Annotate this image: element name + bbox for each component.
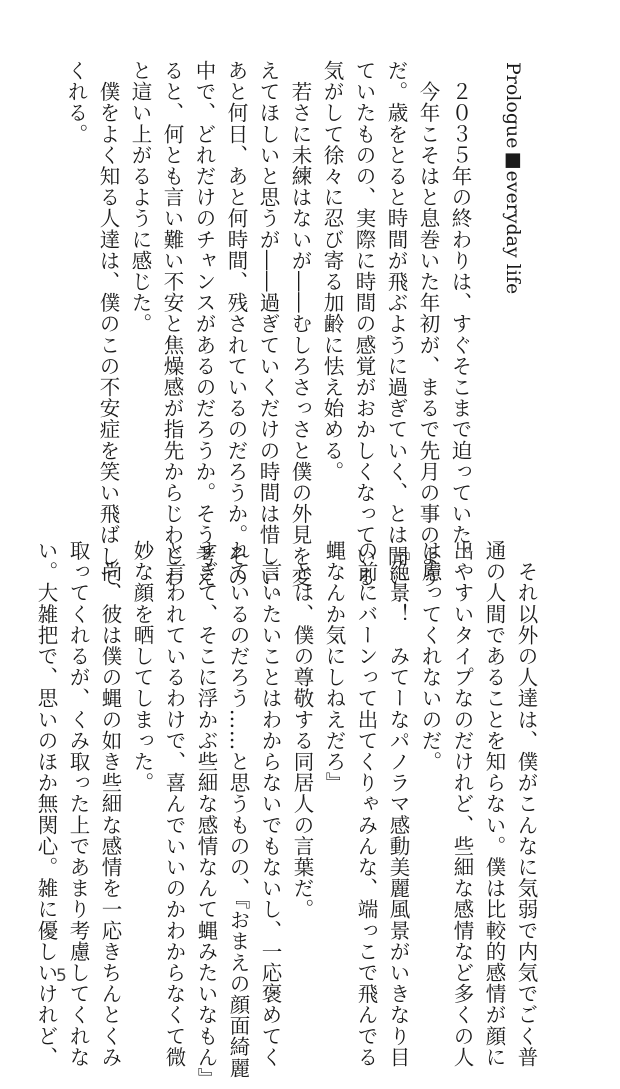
text-line: すぎて、そこに浮かぶ些細な感情なんて蝿みたいなもん』 — [194, 540, 218, 1089]
body-text-upper — [56, 60, 476, 609]
text-line: 妙な顔を晒してしまった。 — [130, 540, 154, 794]
text-line: と言われているわけで、喜んでいいのかわからなくて微 — [162, 540, 186, 1068]
text-line: ていたものの、実際に時間の感覚がおかしくなっている — [352, 60, 376, 588]
text-line: 『絶景！ みてーなパノラマ感動美麗風景がいきなり目 — [386, 540, 410, 1068]
text-line: 中で、どれだけのチャンスがあるのだろうか。そう考え — [192, 60, 216, 588]
text-line: ると、何とも言い難い不安と焦燥感が指先からじわじわ — [160, 60, 184, 588]
text-line: れているのだろう……と思うものの、『おまえの顔面綺麗 — [226, 540, 250, 1079]
text-line: 出やすいタイプなのだけれど、些細な感情など多くの人 — [450, 540, 474, 1068]
text-line: ２０３５年の終わりは、すぐそこまで迫っていた。 — [448, 60, 472, 567]
chapter-title: Prologue■everyday life — [502, 62, 524, 295]
text-line: 僕をよく知る人達は、僕のこの不安症を笑い飛ばして — [96, 60, 120, 588]
text-line: 通の人間であることを知らない。僕は比較的感情が顔に — [482, 540, 506, 1068]
text-line: 取ってくれるが、くみ取った上であまり考慮してくれな — [66, 540, 90, 1068]
text-line: は慮ってくれないのだ。 — [418, 540, 442, 773]
text-line: の前にバーンって出てくりゃみんな、端っこで飛んでる — [354, 540, 378, 1068]
text-line: くれる。 — [64, 60, 88, 145]
text-line: それ以外の人達は、僕がこんなに気弱で内気でごく普 — [514, 540, 538, 1068]
body-text-lower — [34, 540, 542, 1089]
text-line: 尚、彼は僕の蝿の如き些細な感情を一応きちんとくみ — [98, 540, 122, 1068]
text-line: 言いたいことはわからないでもないし、一応褒めてく — [258, 540, 282, 1068]
text-line: い。大雑把で、思いのほか無関心。雑に優しいけれど、 — [34, 540, 58, 1068]
text-line: 気がして徐々に忍び寄る加齢に怯え始める。 — [320, 60, 344, 482]
text-line: 蝿なんか気にしねえだろ』 — [322, 540, 346, 794]
text-line: だ。歳をとると時間が飛ぶように過ぎていく、とは聞い — [384, 60, 408, 588]
page-number: 5 — [56, 966, 67, 986]
text-line: えてほしいと思うが――過ぎていくだけの時間は惜しい。 — [256, 60, 280, 609]
text-line: とは、僕の尊敬する同居人の言葉だ。 — [290, 540, 314, 920]
text-line: と這い上がるように感じた。 — [128, 60, 152, 335]
text-line: 今年こそはと息巻いた年初が、まるで先月の事のよう — [416, 60, 440, 588]
text-line: 若さに未練はないが――むしろさっさと僕の外見を変 — [288, 60, 312, 588]
text-line: あと何日、あと何時間、残されているのだろうか。その — [224, 60, 248, 588]
